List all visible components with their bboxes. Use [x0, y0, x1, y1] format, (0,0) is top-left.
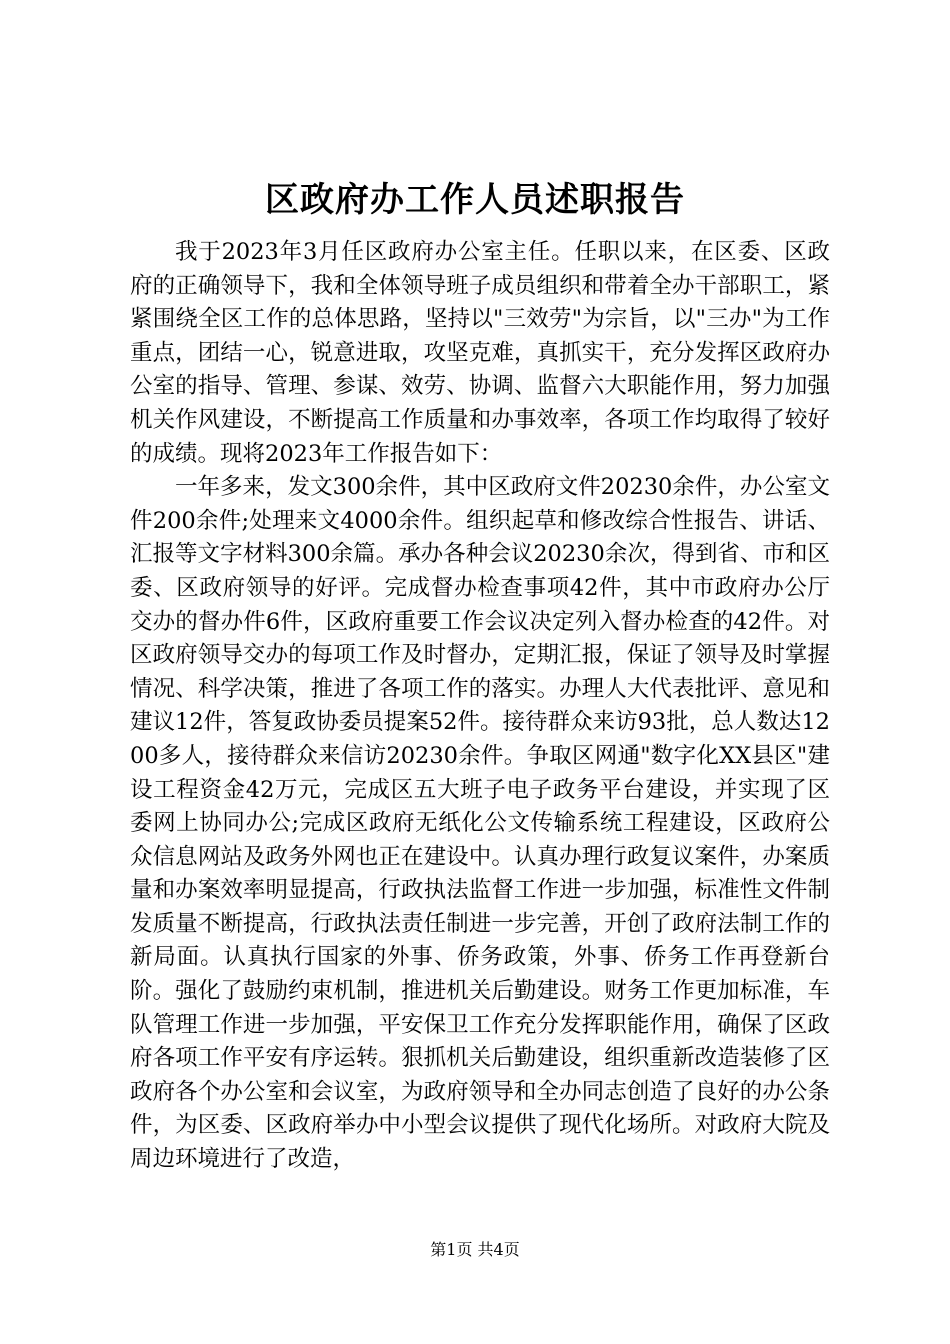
page-number: 第1页 共4页 — [430, 1240, 520, 1259]
document-body — [130, 236, 830, 1177]
paragraph-intro: 我于2023年3月任区政府办公室主任。任职以来，在区委、区政府的正确领导下，我和全体领导班子成员组织和带着全办干部职工，紧紧围绕全区工作的总体思路，坚持以"三效劳"为宗旨，以"三办"为工作重点，团结一心，锐意进取，攻坚克难，真抓实干，充分发挥区政府办公室的指导、管理、参谋、效劳、协调、监督六大职能作用，努力加强机关作风建设，不断提高工作质量和办事效率，各项工作均取得了较好的成绩。现将2023年工作报告如下： — [130, 239, 830, 467]
document-title: 区政府办工作人员述职报告 — [265, 180, 685, 220]
paragraph-work-summary: 一年多来，发文300余件，其中区政府文件20230余件，办公室文件200余件;处理来文4000余件。组织起草和修改综合性报告、讲话、汇报等文字材料300余篇。承办各种会议20230余次，得到省、市和区委、区政府领导的好评。完成督办检查事项42件，其中市政府办公厅交办的督办件6件，区政府重要工作会议决定列入督办检查的42件。对区政府领导交办的每项工作及时督办，定期汇报，保证了领导及时掌握情况、科学决策，推进了各项工作的落实。办理人大代表批评、意见和建议12件，答复政协委员提案52件。接待群众来访93批，总人数达1200多人，接待群众来信访20230余件。争取区网通"数字化XX县区"建设工程资金42万元，完成区五大班子电子政务平台建设，并实现了区委网上协同办公;完成区政府无纸化公文传输系统工程建设，区政府公众信息网站及政务外网也正在建设中。认真办理行政复议案件，办案质量和办案效率明显提高，行政执法监督工作进一步加强，标准性文件制发质量不断提高，行政执法责任制进一步完善，开创了政府法制工作的新局面。认真执行国家的外事、侨务政策，外事、侨务工作再登新台阶。强化了鼓励约束机制，推进机关后勤建设。财务工作更加标准，车队管理工作进一步加强，平安保卫工作充分发挥职能作用，确保了区政府各项工作平安有序运转。狠抓机关后勤建设，组织重新改造装修了区政府各个办公室和会议室，为政府领导和全办同志创造了良好的办公条件，为区委、区政府举办中小型会议提供了现代化场所。对政府大院及周边环境进行了改造， — [130, 474, 830, 1173]
